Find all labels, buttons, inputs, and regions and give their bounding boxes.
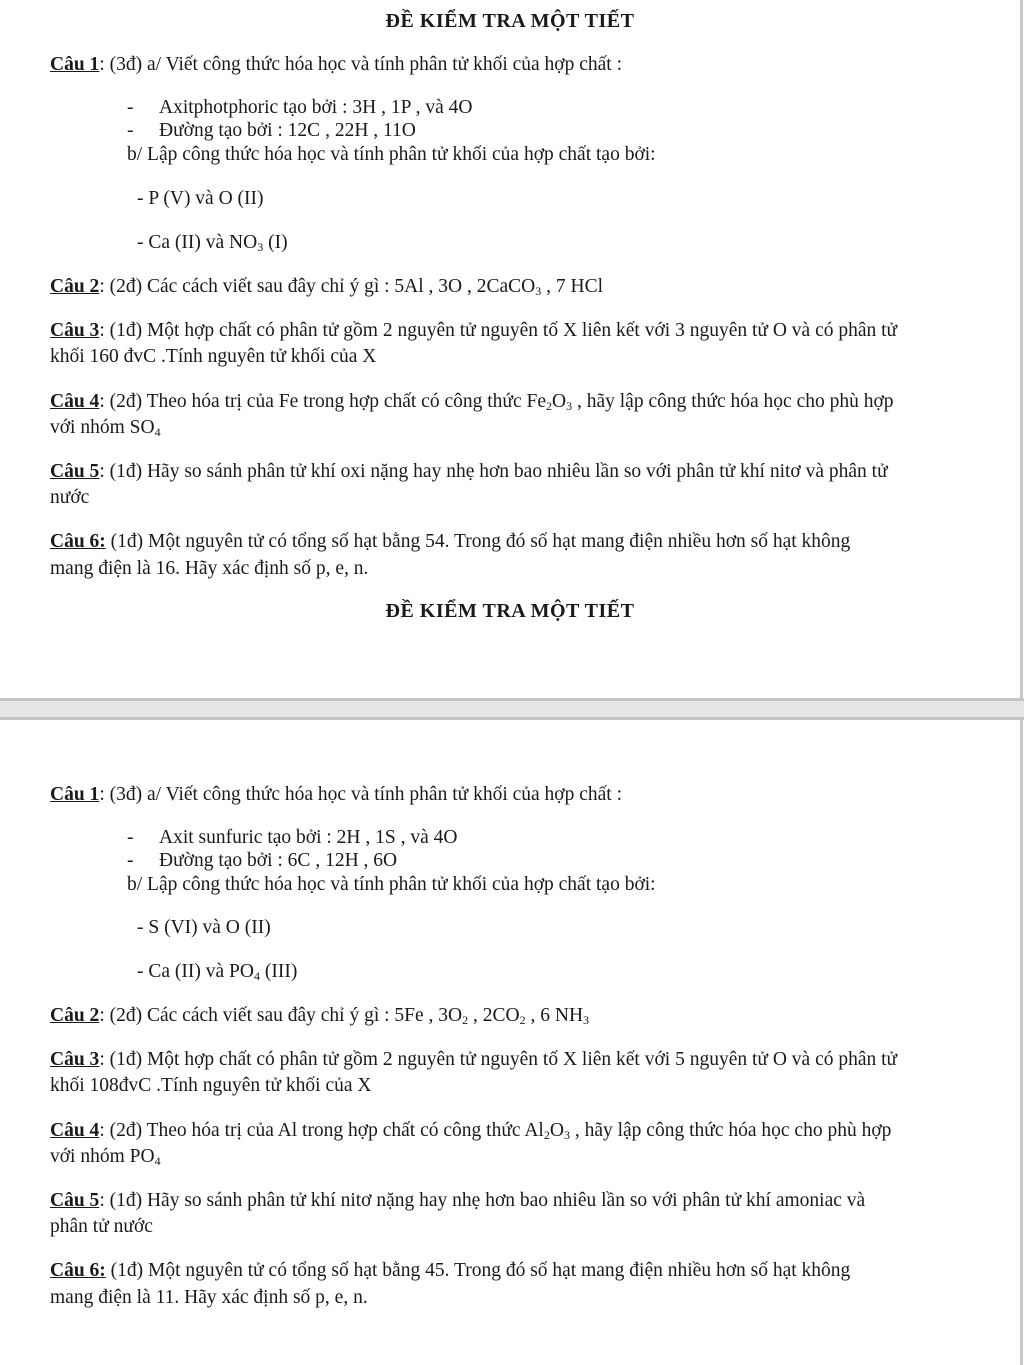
question-text: , hãy lập công thức hóa học cho phù hợp	[569, 1120, 892, 1141]
question-label: Câu 3	[50, 320, 100, 341]
subscript: 3	[583, 1013, 590, 1027]
question-1	[50, 53, 622, 77]
pair-text: (I)	[263, 232, 288, 253]
question-3	[50, 319, 897, 343]
list-item-text: Đường tạo bởi : 12C , 22H , 11O	[159, 120, 416, 141]
subscript: 4	[154, 425, 161, 439]
list-item-text: Axit sunfuric tạo bởi : 2H , 1S , và 4O	[159, 827, 458, 848]
subscript: 2	[543, 1128, 550, 1142]
question-text: : (2đ) Các cách viết sau đây chỉ ý gì : 5Al , 3O , 2CaCO	[99, 276, 536, 297]
dash-bullet: -	[127, 850, 134, 871]
question-3	[50, 1048, 897, 1072]
question-text: : (2đ) Các cách viết sau đây chỉ ý gì : 5Fe , 3O	[99, 1005, 463, 1026]
pair-text: - Ca (II) và PO	[137, 961, 254, 982]
dash-bullet: -	[127, 827, 134, 848]
question-part-b: b/ Lập công thức hóa học và tính phân tử khối của hợp chất tạo bởi:	[127, 144, 656, 165]
question-2	[50, 275, 603, 299]
list-item	[127, 96, 472, 120]
question-text: , hãy lập công thức hóa học cho phù hợp	[572, 391, 894, 412]
question-label: Câu 2	[50, 1005, 100, 1026]
question-text: với nhóm PO	[50, 1146, 155, 1167]
question-label: Câu 6:	[50, 531, 106, 552]
question-label: Câu 5	[50, 461, 100, 482]
element-pair	[137, 231, 288, 255]
question-label: Câu 2	[50, 276, 100, 297]
question-4	[50, 1119, 891, 1143]
subscript: 2	[519, 1013, 526, 1027]
question-text: (1đ) Một nguyên tử có tổng số hạt bằng 54. Trong đó số hạt mang điện nhiều hơn số hạt không	[105, 531, 851, 552]
question-label: Câu 4	[50, 1120, 100, 1141]
subscript: 3	[563, 1128, 570, 1142]
question-part-b: b/ Lập công thức hóa học và tính phân tử khối của hợp chất tạo bởi:	[127, 874, 656, 895]
question-text-continued	[50, 1145, 161, 1169]
question-5	[50, 1189, 865, 1213]
question-text: : (2đ) Theo hóa trị của Al trong hợp chất có công thức Al	[99, 1120, 544, 1141]
element-pair	[137, 960, 297, 984]
question-text: (1đ) Một nguyên tử có tổng số hạt bằng 45. Trong đó số hạt mang điện nhiều hơn số hạt không	[105, 1260, 851, 1281]
question-text-continued: phân tử nước	[50, 1216, 153, 1237]
question-text-continued: nước	[50, 487, 90, 508]
exam-page-2	[0, 720, 1023, 1365]
page-separator	[0, 698, 1024, 720]
list-item-text: Axitphotphoric tạo bởi : 3H , 1P , và 4O	[159, 97, 473, 118]
list-item	[127, 826, 457, 850]
subscript: 3	[257, 240, 264, 254]
question-text: với nhóm SO	[50, 417, 155, 438]
question-label: Câu 1	[50, 54, 100, 75]
subscript: 2	[546, 399, 553, 413]
question-2	[50, 1004, 589, 1028]
question-text-continued: mang điện là 16. Hãy xác định số p, e, n.	[50, 558, 369, 579]
question-text-continued: khối 160 đvC .Tính nguyên tử khối của X	[50, 346, 377, 367]
question-6	[50, 1259, 850, 1283]
subscript: 4	[154, 1154, 161, 1168]
question-5	[50, 460, 888, 484]
exam-title: ĐỀ KIỂM TRA MỘT TIẾT	[385, 10, 635, 32]
question-text: , 7 HCl	[541, 276, 604, 297]
subscript: 2	[462, 1013, 469, 1027]
question-text: : (1đ) Một hợp chất có phân tử gồm 2 nguyên tử nguyên tố X liên kết với 5 nguyên tử O và có phân tử	[99, 1049, 898, 1070]
list-item	[127, 849, 397, 873]
question-6	[50, 530, 850, 554]
question-text-continued	[50, 416, 161, 440]
element-pair: - P (V) và O (II)	[137, 188, 264, 209]
question-text: : (1đ) Hãy so sánh phân tử khí oxi nặng hay nhẹ hơn bao nhiêu lần so với phân tử khí nitơ và phân tử	[99, 461, 888, 482]
question-label: Câu 4	[50, 391, 100, 412]
question-text: : (1đ) Hãy so sánh phân tử khí nitơ nặng hay nhẹ hơn bao nhiêu lần so với phân tử khí amoniac và	[99, 1190, 866, 1211]
list-item	[127, 119, 416, 143]
pair-text: (III)	[259, 961, 298, 982]
question-text-continued: mang điện là 11. Hãy xác định số p, e, n.	[50, 1287, 368, 1308]
question-label: Câu 5	[50, 1190, 100, 1211]
pair-text: - Ca (II) và NO	[137, 232, 258, 253]
list-item-text: Đường tạo bởi : 6C , 12H , 6O	[159, 850, 398, 871]
question-text: O	[552, 391, 567, 412]
question-text: : (3đ) a/ Viết công thức hóa học và tính phân tử khối của hợp chất :	[99, 54, 623, 75]
question-text: : (2đ) Theo hóa trị của Fe trong hợp chất có công thức Fe	[99, 391, 547, 412]
question-text: : (3đ) a/ Viết công thức hóa học và tính phân tử khối của hợp chất :	[99, 784, 623, 805]
question-text: , 2CO	[468, 1005, 520, 1026]
dash-bullet: -	[127, 97, 134, 118]
question-text: O	[549, 1120, 564, 1141]
question-label: Câu 3	[50, 1049, 100, 1070]
subscript: 3	[535, 284, 542, 298]
dash-bullet: -	[127, 120, 134, 141]
question-label: Câu 1	[50, 784, 100, 805]
question-text: , 6 NH	[525, 1005, 584, 1026]
element-pair: - S (VI) và O (II)	[137, 917, 271, 938]
question-text: : (1đ) Một hợp chất có phân tử gồm 2 nguyên tử nguyên tố X liên kết với 3 nguyên tử O và có phân tử	[99, 320, 898, 341]
question-label: Câu 6:	[50, 1260, 106, 1281]
question-4	[50, 390, 894, 414]
subscript: 4	[253, 969, 260, 983]
subscript: 3	[566, 399, 573, 413]
question-text-continued: khối 108đvC .Tính nguyên tử khối của X	[50, 1075, 372, 1096]
question-1	[50, 783, 622, 807]
exam-footer-title: ĐỀ KIỂM TRA MỘT TIẾT	[385, 600, 635, 622]
